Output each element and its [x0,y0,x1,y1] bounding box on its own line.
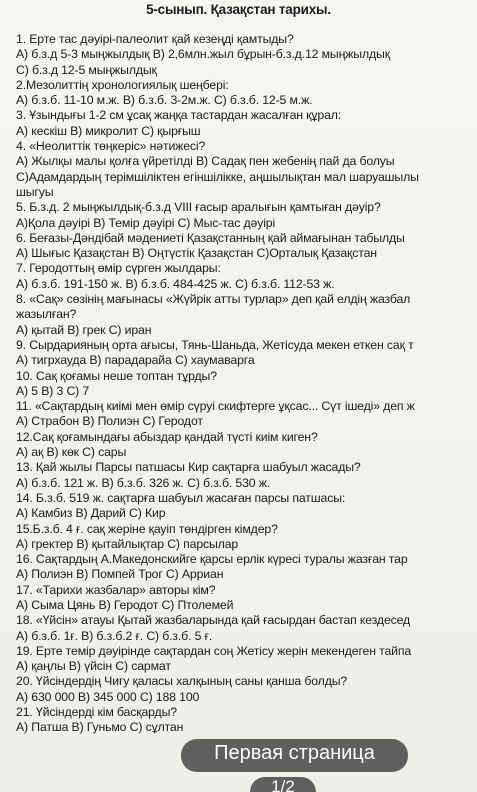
text-line: А) қытай В) грек С) иран [16,322,152,337]
text-line: 15.Б.з.б. 4 ғ. сақ жеріне қауіп төндірген кімдер? [16,521,278,536]
text-line: С) б.з.д 12-5 мыңжылдық [16,62,157,77]
text-line: 19. Ерте темір дәуірінде сақтардан соң Жетісу жерін мекендеген тайпа [16,643,412,658]
page-toast [181,739,408,772]
text-line: 9. Сырдарияның орта ағысы, Тянь-Шаньда, Жетісуда мекен еткен сақ т [16,337,414,352]
text-line: 4. «Неолиттік төңкеріс» нәтижесі? [16,139,206,154]
text-line: А) Патша В) Гуньмо С) сұлтан [16,720,184,735]
text-line: 14. Б.з.б. 519 ж. сақтарға шабуыл жасаған парсы патшасы: [16,490,346,505]
text-line: А) б.з.б. 11-10 м.ж. В) б.з.б. 3-2м.ж. С) б.з.б. 12-5 м.ж. [16,93,313,108]
text-line: 13. Қай жылы Парсы патшасы Кир сақтарға шабуыл жасады? [16,460,361,475]
page-counter[interactable] [250,777,316,792]
text-line: шыгуы [16,184,54,199]
text-line: А)Қола дәуірі В) Темір дәуірі С) Мыс-тас дәуірі [16,215,276,230]
page-counter-text: 1/2 [271,777,295,792]
text-line: 16. Сақтардың А.Македонскийге қарсы ерлік күресі туралы жазған тар [16,552,408,567]
text-line: А) б.з.д 5-3 мыңжылдық В) 2,6млн.жыл бұрын-б.з.д.12 мыңжылдық [16,47,390,62]
text-line: А) Полиэн В) Помпей Трог С) Арриан [16,567,224,582]
text-line: 2.Мезолиттің хронологиялық шеңбері: [16,77,229,92]
text-line: 8. «Сақ» сөзінің мағынасы «Жүйрік атты турлар» деп қай елдің жазбал [16,292,411,307]
text-line: 7. Геродоттың өмір сүрген жылдары: [16,261,221,276]
text-line: А) б.з.б. 121 ж. В) б.з.б. 326 ж. С) б.з.б. 530 ж. [16,475,271,490]
text-line: А) тигрхауда В) парадарайа С) хаумаварга [16,353,255,368]
text-line: 21. Үйсіндерді кім басқарды? [16,705,177,720]
text-line: А) Сыма Цянь В) Геродот С) Птолемей [16,597,234,612]
text-line: А) Жылқы малы қолға үйретілді В) Садақ пен жебенің пай да болуы [16,154,395,169]
text-line: А) Шығыс Қазақстан В) Оңтүстік Қазақстан С)Орталық Қазақстан [16,246,377,261]
text-line: 17. «Тарихи жазбалар» авторы кім? [16,582,216,597]
text-line: А) 630 000 В) 345 000 С) 188 100 [16,689,200,704]
question-list [16,32,477,736]
text-line: 1. Ерте тас дәуірі-палеолит қай кезеңді қамтыды? [16,32,294,46]
text-line: 3. Ұзындығы 1-2 см ұсақ жаңқа тастардан жасалған құрал: [16,108,342,123]
text-line: 5. Б.з.д. 2 мыңжылдық-б.з.д VIII ғасыр аралығын қамтыған дәуір? [16,200,381,215]
text-line: А) қаңлы В) үйсін С) сармат [16,659,171,674]
text-line: 11. «Сақтардың киімі мен өмір сүруі скифтерге ұқсас... Сүт ішеді» деп ж [16,399,415,414]
text-line: А) 5 В) 3 С) 7 [16,383,90,398]
text-line: А) б.з.б. 191-150 ж. В) б.з.б. 484-425 ж. С) б.з.б. 112-53 ж. [16,276,335,291]
page-title: 5-сынып. Қазақстан тарихы. [146,2,331,17]
text-line: 10. Сақ қоғамы неше топтан тұрды? [16,368,217,383]
text-line: А) Камбиз В) Дарий С) Кир [16,506,166,521]
text-line: А) кескіш В) микролит С) қырғыш [16,123,201,138]
text-line: А) б.з.б. 1ғ. В) б.з.б.2 ғ. С) б.з.б. 5 ғ. [16,628,213,643]
text-line: 20. Үйсіндердің Чигу қаласы халқының саны қанша болды? [16,674,348,689]
text-line: жазылған? [16,307,77,322]
text-line: 18. «Үйсін» атауы Қытай жазбаларында қай ғасырдан бастап кездесед [16,613,411,628]
page-toast-text: Первая страница [214,742,375,764]
text-line: 6. Беғазы-Дәндібай мәдениеті Қазақстанның қай аймағынан табылды [16,230,405,245]
text-line: А) гректер В) қытайлықтар С) парсылар [16,536,239,551]
text-line: 12.Сақ қоғамындағы абыздар қандай түсті киім киген? [16,429,318,444]
text-line: А) Страбон В) Полиэн С) Геродот [16,414,203,429]
text-line: С)Адамдардың терімшіліктен егіншілікке, аңшылықтан мал шаруашылы [16,169,419,184]
text-line: А) ақ В) көк С) сары [16,445,127,460]
